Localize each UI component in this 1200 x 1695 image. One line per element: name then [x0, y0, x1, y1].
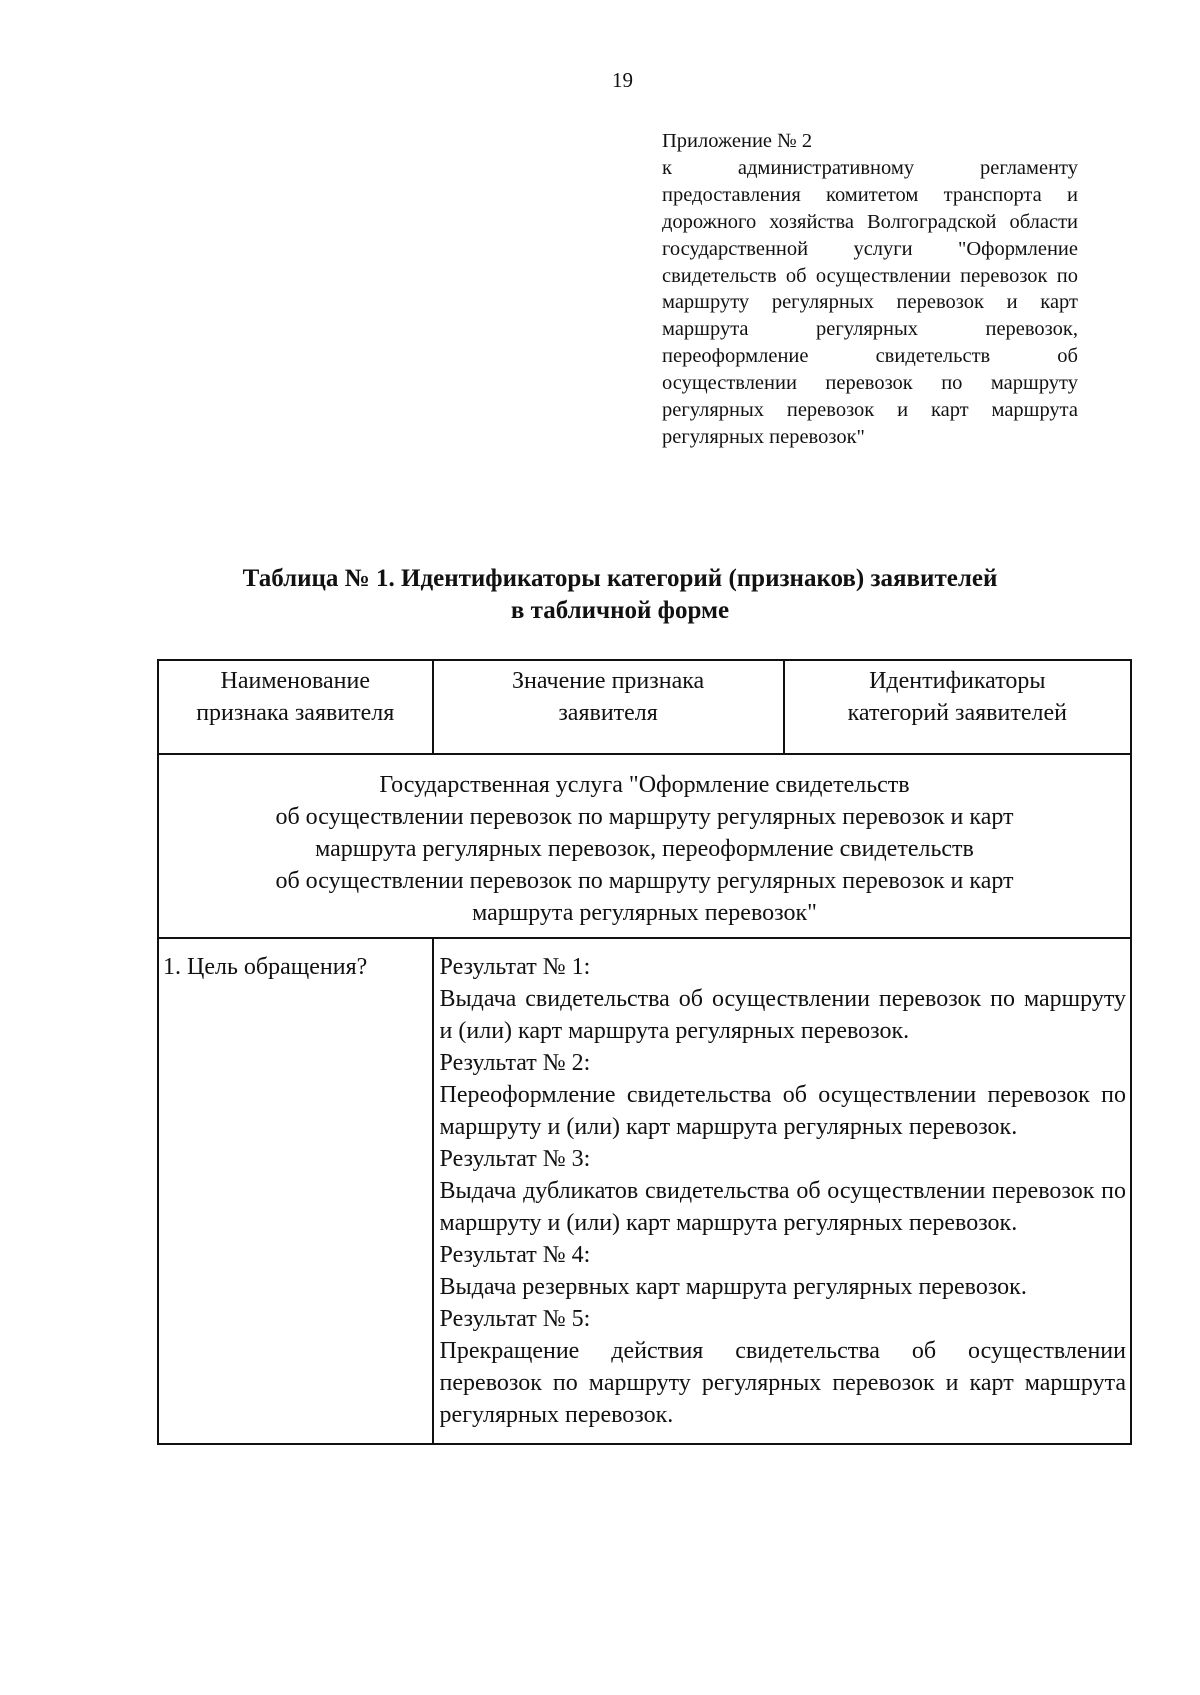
table-title-line-2: в табличной форме	[510, 597, 730, 624]
table-row	[158, 938, 1131, 1444]
service-line: об осуществлении перевозок по маршруту регулярных перевозок и карт	[275, 868, 1014, 894]
result-text: Прекращение действия свидетельства об осуществлении перевозок по маршруту регулярных перевозок и карт маршрута регулярных перевозок.	[439, 1338, 1126, 1428]
result-text: Выдача резервных карт маршрута регулярных перевозок.	[439, 1274, 1027, 1300]
applicant-categories-table	[157, 659, 1132, 1445]
attribute-name-cell: 1. Цель обращения?	[158, 938, 433, 1444]
service-row	[158, 754, 1131, 938]
service-line: об осуществлении перевозок по маршруту регулярных перевозок и карт	[275, 804, 1014, 830]
result-label: Результат № 4:	[439, 1242, 591, 1268]
appendix-note	[662, 128, 1078, 451]
service-line: маршрута регулярных перевозок, переоформление свидетельств	[315, 836, 974, 862]
service-name-cell	[158, 754, 1131, 938]
table-title	[150, 563, 1090, 627]
table-title-line-1: Таблица № 1. Идентификаторы категорий (признаков) заявителей	[242, 565, 998, 592]
column-header-attribute-value: Значение признака заявителя	[433, 660, 784, 754]
appendix-title: Приложение № 2	[662, 130, 813, 152]
column-header-category-ids: Идентификаторы категорий заявителей	[784, 660, 1131, 754]
result-text: Выдача свидетельства об осуществлении перевозок по маршруту и (или) карт маршрута регулярных перевозок.	[439, 986, 1126, 1044]
result-text: Переоформление свидетельства об осуществлении перевозок по маршруту и (или) карт маршрута регулярных перевозок.	[439, 1082, 1126, 1140]
appendix-body: к административному регламенту предоставления комитетом транспорта и дорожного хозяйства Волгоградской области государственной услуги "Оформление свидетельств об осуществлении перевозок по маршруту регулярных перевозок и карт маршрута регулярных перевозок, переоформление свидетельств об осуществлении перевозок по маршруту регулярных перевозок и карт маршрута регулярных перевозок"	[662, 156, 1078, 448]
result-label: Результат № 2:	[439, 1050, 591, 1076]
page-number: 19	[612, 68, 633, 92]
attribute-values-cell	[433, 938, 1131, 1444]
column-header-attribute-name: Наименование признака заявителя	[158, 660, 433, 754]
result-label: Результат № 1:	[439, 954, 591, 980]
service-line: маршрута регулярных перевозок"	[472, 900, 817, 926]
result-label: Результат № 5:	[439, 1306, 591, 1332]
result-label: Результат № 3:	[439, 1146, 591, 1172]
service-line: Государственная услуга "Оформление свидетельств	[379, 772, 910, 798]
table-header-row	[158, 660, 1131, 754]
result-text: Выдача дубликатов свидетельства об осуществлении перевозок по маршруту и (или) карт маршрута регулярных перевозок.	[439, 1178, 1126, 1236]
